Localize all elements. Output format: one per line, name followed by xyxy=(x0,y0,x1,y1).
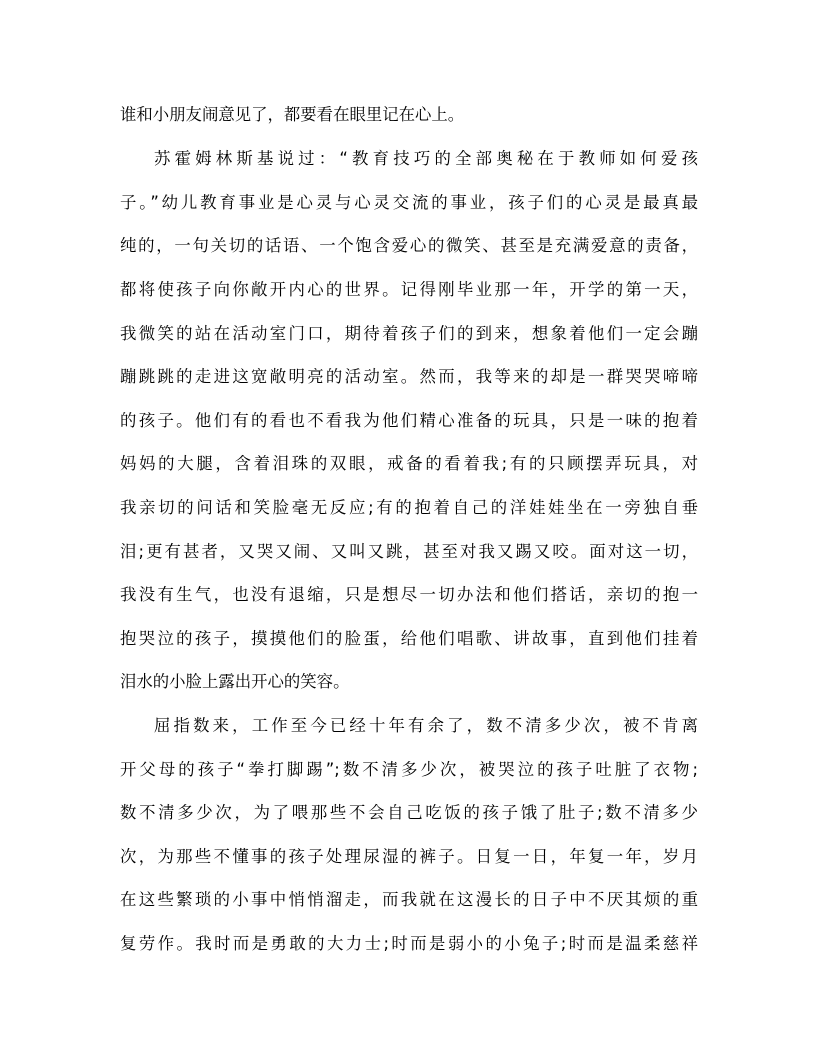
paragraph-line: 妈妈的大腿，含着泪珠的双眼，戒备的看着我;有的只顾摆弄玩具，对 xyxy=(120,454,698,473)
paragraph-line: 复劳作。我时而是勇敢的大力士;时而是弱小的小兔子;时而是温柔慈祥 xyxy=(120,934,698,953)
paragraph-line: 蹦跳跳的走进这宽敞明亮的活动室。然而，我等来的却是一群哭哭啼啼 xyxy=(120,367,698,386)
paragraph-line: 数不清多少次，为了喂那些不会自己吃饭的孩子饿了肚子;数不清多少 xyxy=(120,803,698,822)
paragraph-line: 子。”幼儿教育事业是心灵与心灵交流的事业，孩子们的心灵是最真最 xyxy=(120,193,698,212)
paragraph-line: 我亲切的问话和笑脸毫无反应;有的抱着自己的洋娃娃坐在一旁独自垂 xyxy=(120,498,698,517)
paragraph-line: 苏霍姆林斯基说过：“教育技巧的全部奥秘在于教师如何爱孩 xyxy=(154,149,698,168)
paragraph-line: 我没有生气，也没有退缩，只是想尽一切办法和他们搭话，亲切的抱一 xyxy=(120,585,698,604)
paragraph-line: 的孩子。他们有的看也不看我为他们精心准备的玩具，只是一味的抱着 xyxy=(120,411,698,430)
paragraph-line: 在这些繁琐的小事中悄悄溜走，而我就在这漫长的日子中不厌其烦的重 xyxy=(120,890,698,909)
paragraph-line: 我微笑的站在活动室门口，期待着孩子们的到来，想象着他们一定会蹦 xyxy=(120,324,698,343)
paragraph-line: 都将使孩子向你敞开内心的世界。记得刚毕业那一年，开学的第一天， xyxy=(120,280,698,299)
paragraph-line: 泪;更有甚者，又哭又闹、又叫又跳，甚至对我又踢又咬。面对这一切， xyxy=(120,542,698,561)
paragraph-line: 纯的，一句关切的话语、一个饱含爱心的微笑、甚至是充满爱意的责备， xyxy=(120,236,698,255)
paragraph-line: 抱哭泣的孩子，摸摸他们的脸蛋，给他们唱歌、讲故事，直到他们挂着 xyxy=(120,629,698,648)
paragraph-line: 次，为那些不懂事的孩子处理尿湿的裤子。日复一日，年复一年，岁月 xyxy=(120,847,698,866)
paragraph-line: 谁和小朋友闹意见了，都要看在眼里记在心上。 xyxy=(120,105,465,124)
paragraph-line: 泪水的小脸上露出开心的笑容。 xyxy=(120,672,350,691)
paragraph-line: 开父母的孩子“拳打脚踢”;数不清多少次，被哭泣的孩子吐脏了衣物; xyxy=(120,760,698,779)
paragraph-line: 屈指数来，工作至今已经十年有余了，数不清多少次，被不肯离 xyxy=(154,716,698,735)
